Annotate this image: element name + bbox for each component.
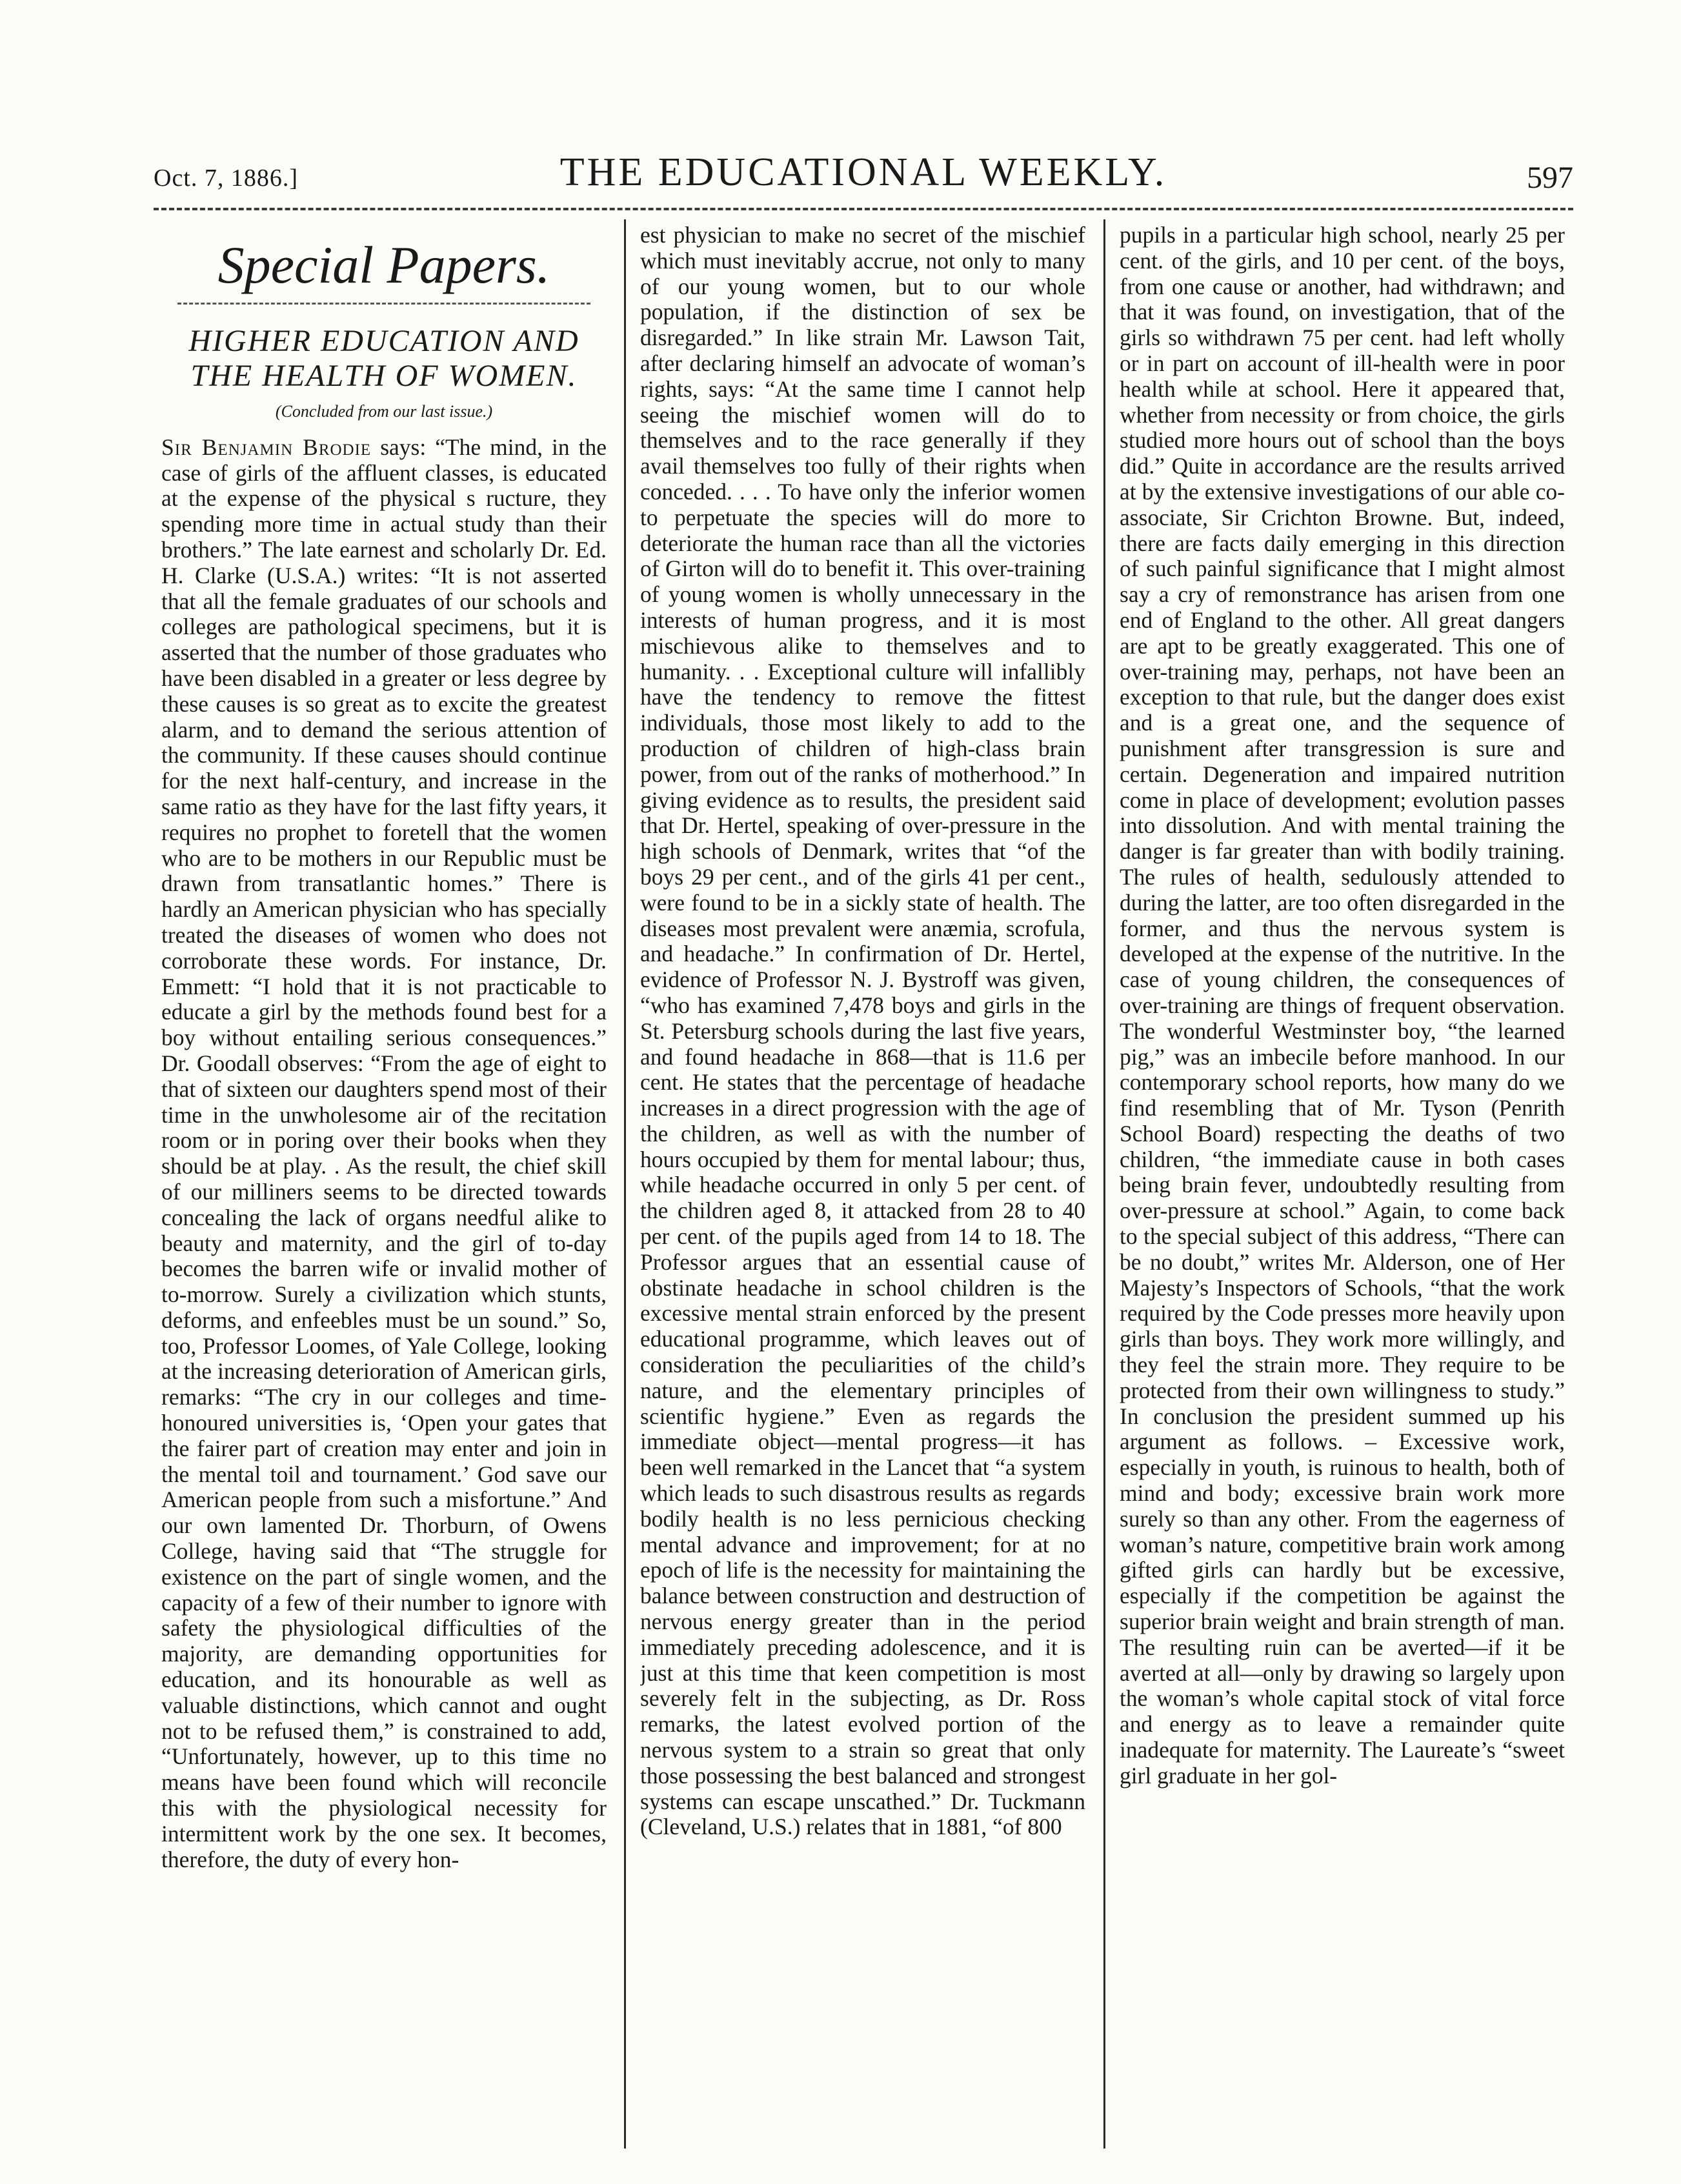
- article-text-col1: says: “The mind, in the case of girls of the affluent classes, is educated at the expense of the physical s ructure, they spending more time in actual study than their brothers.” The late earnest and scholarly Dr. Ed. H. Clarke (U.S.A.) writes: “It is not asserted that all the female graduates of our schools and colleges are pathological specimens, but it is asserted that the number of those graduates who have been disabled in a greater or less degree by these causes is so great as to excite the greatest alarm, and to demand the serious attention of the community. If these causes should continue for the next half-century, and increase in the same ratio as they have for the last fifty years, it requires no prophet to foretell that the women who are to be mothers in our Republic must be drawn from transatlantic homes.” There is hardly an American physician who has specially treated the diseases of women who does not corroborate these words. For instance, Dr. Emmett: “I hold that it is not practicable to educate a girl by the methods found best for a boy without entailing serious consequences.” Dr. Goodall observes: “From the age of eight to that of sixteen our daughters spend most of their time in the unwholesome air of the recitation room or in poring over their books when they should be at play. . As the result, the chief skill of our milliners seems to be directed towards concealing the lack of organs needful alike to beauty and maternity, and the girl of to-day becomes the barren wife or invalid mother of to-morrow. Surely a civilization which stunts, deforms, and enfeebles must be un sound.” So, too, Professor Loomes, of Yale College, looking at the increasing deterioration of American girls, remarks: “The cry in our colleges and time-honoured universities is, ‘Open your gates that the fairer part of creation may enter and join in the mental toil and tournament.’ God save our American people from such a misfortune.” And our own lamented Dr. Thorburn, of Owens College, having said that “The struggle for existence on the part of single women, and the capacity of a few of their number to ignore with safety the physiological difficulties of the majority, are demanding opportunities for education, and its honourable as well as valuable distinctions, which cannot and ought not to be refused them,” is constrained to add, “Unfortunately, however, up to this time no means have been found which will reconcile this with the physiological necessity for intermittent work by the one sex. It becomes, therefore, the duty of every hon-: [161, 434, 607, 1872]
- section-heading: Special Papers.: [217, 235, 550, 294]
- column-2: [640, 223, 1085, 2145]
- column-divider: [624, 219, 626, 2149]
- column-divider: [1103, 219, 1105, 2149]
- article-text-col2: est physician to make no secret of the mischief which must inevitably accrue, not only to many of our young women, but to our whole population, if the distinction of sex be disregarded.” In like strain Mr. Lawson Tait, after declaring himself an advocate of woman’s rights, says: “At the same time I cannot help seeing the mischief women will do to themselves and to the race generally if they avail themselves too fully of their rights when conceded. . . . To have only the inferior women to perpetuate the species will do more to deteriorate the human race than all the victories of Girton will do to benefit it. This over-training of young women is wholly unnecessary in the interests of human progress, and it is most mischievous alike to themselves and to humanity. . . Exceptional culture will infallibly have the tendency to remove the fittest individuals, those most likely to add to the production of children of high-class brain power, from out of the ranks of motherhood.” In giving evidence as to results, the president said that Dr. Hertel, speaking of over-pressure in the high schools of Denmark, writes that “of the boys 29 per cent., and of the girls 41 per cent., were found to be in a sickly state of health. The diseases most prevalent were anæmia, scrofula, and headache.” In confirmation of Dr. Hertel, evidence of Professor N. J. Bystroff was given, “who has examined 7,478 boys and girls in the St. Petersburg schools during the last five years, and found headache in 868—that is 11.6 per cent. He states that the percentage of headache increases in a direct progression with the age of the children, as well as with the number of hours occupied by them for mental labour; thus, while headache occurred in only 5 per cent. of the children aged 8, it attacked from 28 to 40 per cent. of the pupils aged from 14 to 18. The Professor argues that an essential cause of obstinate headache in school children is the excessive mental strain enforced by the present educational programme, which leaves out of consideration the peculiarities of the child’s nature, and the elementary principles of scientific hygiene.” Even as regards the immediate object—mental progress—it has been well remarked in the Lancet that “a system which leads to such disastrous results as regards bodily health is no less pernicious checking mental advance and improvement; for at no epoch of life is the necessity for maintaining the balance between construction and destruction of nervous energy greater than in the period immediately preceding adolescence, and it is just at this time that keen competition is most severely felt in the subjecting, as Dr. Ross remarks, the latest evolved portion of the nervous system to a strain so great that only those possessing the best balanced and strongest systems can escape unscathed.” Dr. Tuckmann (Cleveland, U.S.) relates that in 1881, “of 800: [640, 223, 1085, 1840]
- article-subtitle: (Concluded from our last issue.): [275, 402, 493, 421]
- page-number: 597: [1527, 161, 1573, 195]
- header-divider: [154, 208, 1573, 210]
- issue-date: Oct. 7, 1886.]: [154, 165, 299, 192]
- publication-title: THE EDUCATIONAL WEEKLY.: [559, 150, 1167, 194]
- article-body-col1: [161, 435, 607, 1873]
- column-1: [161, 223, 607, 2145]
- running-header: [154, 150, 1573, 201]
- section-divider: [177, 303, 590, 305]
- article-title: HIGHER EDUCATION AND THE HEALTH OF WOMEN.: [188, 324, 579, 393]
- article-text-col3: pupils in a particular high school, nearly 25 per cent. of the girls, and 10 per cent. of the boys, from one cause or another, had withdrawn; and that it was found, on investigation, that of the girls so withdrawn 75 per cent. had left wholly or in part on account of ill-health were in poor health while at school. Here it appeared that, whether from necessity or from choice, the girls studied more hours out of school than the boys did.” Quite in accordance are the results arrived at by the extensive investigations of our able co-associate, Sir Crichton Browne. But, indeed, there are facts daily emerging in this direction of such painful significance that I might almost say a cry of remonstrance has arisen from one end of England to the other. All great dangers are apt to be greatly exaggerated. This one of over-training may, perhaps, not have been an exception to that rule, but the danger does exist and is a great one, and the sequence of punishment after transgression is sure and certain. Degeneration and impaired nutrition come in place of development; evolution passes into dissolution. And with mental training the danger is far greater than with bodily training. The rules of health, sedulously attended to during the latter, are too often disregarded in the former, and thus the nervous system is developed at the expense of the nutritive. In the case of young children, the consequences of over-training are things of frequent observation. The wonderful Westminster boy, “the learned pig,” was an imbecile before manhood. In our contemporary school reports, how many do we find resembling that of Mr. Tyson (Penrith School Board) respecting the deaths of two children, “the immediate cause in both cases being brain fever, undoubtedly resulting from over-pressure at school.” Again, to come back to the special subject of this address, “There can be no doubt,” writes Mr. Alderson, one of Her Majesty’s Inspectors of Schools, “that the work required by the Code presses more heavily upon girls than boys. They work more willingly, and they feel the strain more. They require to be protected from their own willingness to study.” In conclusion the president summed up his argument as follows. – Excessive work, especially in youth, is ruinous to health, both of mind and body; excessive brain work more surely so than any other. From the eagerness of woman’s nature, competitive brain work among gifted girls can hardly but be excessive, especially if the competition be against the superior brain weight and brain strength of man. The resulting ruin can be averted—if it be averted at all—only by drawing so largely upon the woman’s whole capital stock of vital force and energy as to leave a remainder quite inadequate for maternity. The Laureate’s “sweet girl graduate in her gol-: [1120, 223, 1565, 1788]
- lead-speaker-name: Sir Benjamin Brodie: [161, 434, 372, 460]
- column-3: [1120, 223, 1565, 2145]
